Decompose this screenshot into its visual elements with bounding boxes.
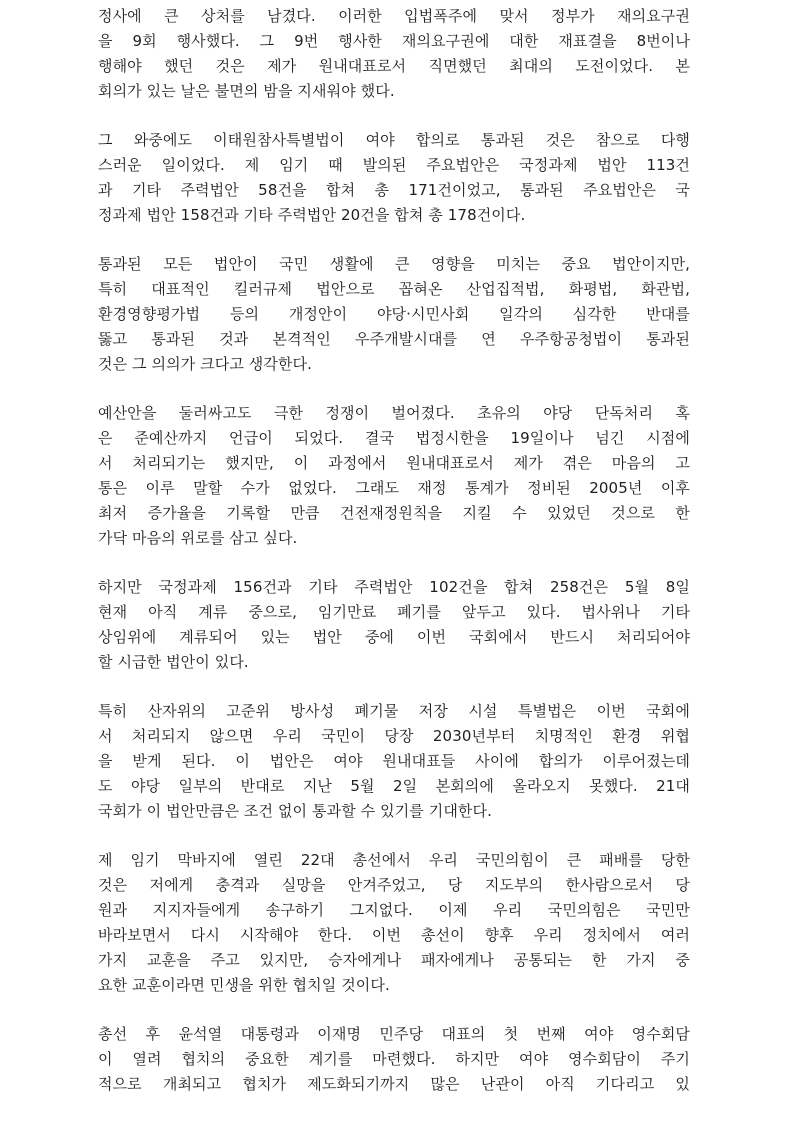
text-line: 그 와중에도 이태원참사특별법이 여야 합의로 통과된 것은 참으로 다행 [98,131,690,149]
text-line: 행해야 했던 것은 제가 원내대표로서 직면했던 최대의 도전이었다. 본 [98,57,690,75]
text-line: 이 열려 협치의 중요한 계기를 마련했다. 하지만 여야 영수회담이 주기 [98,1050,690,1068]
text-line: 제 임기 막바지에 열린 22대 총선에서 우리 국민의힘이 큰 패배를 당한 [98,851,690,869]
text-line: 상임위에 계류되어 있는 법안 중에 이번 국회에서 반드시 처리되어야 [98,628,690,646]
paragraph-gap [98,377,690,401]
text-line: 바라보면서 다시 시작해야 한다. 이번 총선이 향후 우리 정치에서 여러 [98,926,690,944]
paragraph-gap [98,104,690,128]
paragraph [98,252,690,377]
text-line: 을 9회 행사했다. 그 9번 행사한 재의요구권에 대한 재표결을 8번이나 [98,32,690,50]
paragraph-gap [98,675,690,699]
text-line: 하지만 국정과제 156건과 기타 주력법안 102건을 합쳐 258건은 5월 8일 [98,578,690,596]
text-line: 통과된 모든 법안이 국민 생활에 큰 영향을 미치는 중요 법안이지만, [98,255,690,273]
text-line: 정과제 법안 158건과 기타 주력법안 20건을 합쳐 총 178건이다. [98,206,526,224]
paragraph [98,848,690,998]
text-line: 국회가 이 법안만큼은 조건 없이 통과할 수 있기를 기대한다. [98,802,492,820]
text-line: 요한 교훈이라면 민생을 위한 협치일 것이다. [98,976,390,994]
text-line: 것은 저에게 충격과 실망을 안겨주었고, 당 지도부의 한사람으로서 당 [98,876,690,894]
text-line: 회의가 있는 날은 불면의 밤을 지새워야 했다. [98,82,395,100]
paragraph [98,128,690,228]
paragraph [98,699,690,824]
text-line: 정사에 큰 상처를 남겼다. 이러한 입법폭주에 맞서 정부가 재의요구권 [98,7,690,25]
text-line: 현재 아직 계류 중으로, 임기만료 폐기를 앞두고 있다. 법사위나 기타 [98,603,690,621]
text-line: 뚫고 통과된 것과 본격적인 우주개발시대를 연 우주항공청법이 통과된 [98,330,690,348]
text-line: 은 준예산까지 언급이 되었다. 결국 법정시한을 19일이나 넘긴 시점에 [98,429,690,447]
document-page [98,0,690,1097]
text-line: 할 시급한 법안이 있다. [98,653,249,671]
paragraph [98,4,690,104]
text-line: 특히 대표적인 킬러규제 법안으로 꼽혀온 산업집적법, 화평법, 화관법, [98,280,690,298]
text-line: 스러운 일이었다. 제 임기 때 발의된 주요법안은 국정과제 법안 113건 [98,156,690,174]
text-line: 원과 지지자들에게 송구하기 그지없다. 이제 우리 국민의힘은 국민만 [98,901,690,919]
text-line: 것은 그 의의가 크다고 생각한다. [98,355,313,373]
text-line: 환경영향평가법 등의 개정안이 야당·시민사회 일각의 심각한 반대를 [98,305,690,323]
paragraph [98,1022,690,1097]
text-line: 가지 교훈을 주고 있지만, 승자에게나 패자에게나 공통되는 한 가지 중 [98,951,690,969]
text-line: 총선 후 윤석열 대통령과 이재명 민주당 대표의 첫 번째 여야 영수회담 [98,1025,690,1043]
paragraph [98,575,690,675]
text-line: 을 받게 된다. 이 법안은 여야 원내대표들 사이에 합의가 이루어졌는데 [98,752,690,770]
paragraph [98,401,690,551]
text-line: 예산안을 둘러싸고도 극한 정쟁이 벌어졌다. 초유의 야당 단독처리 혹 [98,404,690,422]
text-line: 특히 산자위의 고준위 방사성 폐기물 저장 시설 특별법은 이번 국회에 [98,702,690,720]
paragraph-gap [98,551,690,575]
text-line: 통은 이루 말할 수가 없었다. 그래도 재정 통계가 정비된 2005년 이후 [98,479,690,497]
text-line: 서 처리되지 않으면 우리 국민이 당장 2030년부터 치명적인 환경 위협 [98,727,690,745]
text-line: 가닥 마음의 위로를 삼고 싶다. [98,529,298,547]
text-line: 과 기타 주력법안 58건을 합쳐 총 171건이었고, 통과된 주요법안은 국 [98,181,690,199]
text-line: 서 처리되기는 했지만, 이 과정에서 원내대표로서 제가 겪은 마음의 고 [98,454,690,472]
text-line: 적으로 개최되고 협치가 제도화되기까지 많은 난관이 아직 기다리고 있 [98,1075,690,1093]
text-line: 도 야당 일부의 반대로 지난 5월 2일 본회의에 올라오지 못했다. 21대 [98,777,690,795]
paragraph-gap [98,824,690,848]
paragraph-gap [98,228,690,252]
paragraph-gap [98,998,690,1022]
text-line: 최저 증가율을 기록할 만큼 건전재정원칙을 지킬 수 있었던 것으로 한 [98,504,690,522]
